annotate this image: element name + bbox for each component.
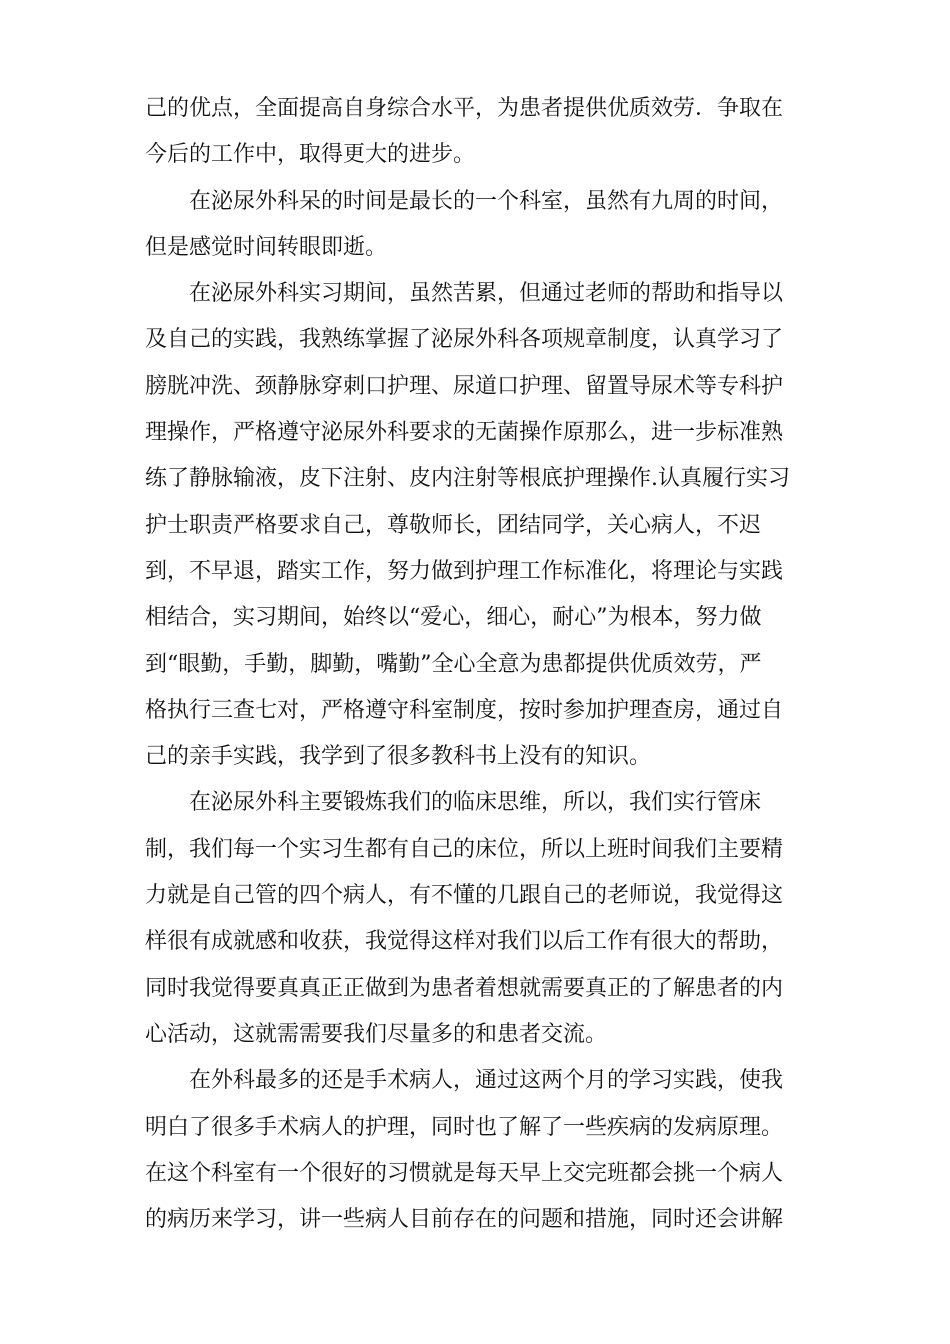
text-line: 及自己的实践，我熟练掌握了泌尿外科各项规章制度，认真学习了 [145,327,784,353]
text-line: 的病历来学习，讲一些病人目前存在的问题和措施，同时还会讲解 [145,1207,784,1233]
text-line: 到“眼勤，手勤，脚勤，嘴勤”全心全意为患都提供优质效劳，严 [145,651,762,677]
text-line: 心活动，这就需需要我们尽量多的和患者交流。 [145,1021,608,1047]
text-line: 明白了很多手术病人的护理，同时也了解了一些疾病的发病原理。 [145,1114,784,1140]
paragraph-start-line: 在泌尿外科呆的时间是最长的一个科室，虽然有九周的时间， [189,188,784,214]
text-line: 护士职责严格要求自己，尊敬师长，团结同学，关心病人，不迟 [145,512,762,538]
text-line: 今后的工作中，取得更大的进步。 [145,142,476,168]
paragraph-start-line: 在泌尿外科主要锻炼我们的临床思维，所以，我们实行管床 [189,790,762,816]
text-line: 制，我们每一个实习生都有自己的床位，所以上班时间我们主要精 [145,836,784,862]
text-line: 己的亲手实践，我学到了很多教科书上没有的知识。 [145,744,652,770]
paragraph-start-line: 在外科最多的还是手术病人，通过这两个月的学习实践，使我 [189,1068,784,1094]
text-line: 样很有成就感和收获，我觉得这样对我们以后工作有很大的帮助， [145,929,784,955]
text-line: 但是感觉时间转眼即逝。 [145,234,388,260]
text-line: 力就是自己管的四个病人，有不懂的几跟自己的老师说，我觉得这 [145,883,784,909]
text-line: 膀胱冲洗、颈静脉穿刺口护理、尿道口护理、留置导尿术等专科护 [145,373,784,399]
text-line: 理操作，严格遵守泌尿外科要求的无菌操作原那么，进一步标准熟 [145,420,784,446]
text-line: 格执行三查七对，严格遵守科室制度，按时参加护理查房，通过自 [145,697,784,723]
text-line: 相结合，实习期间，始终以“爱心，细心，耐心”为根本，努力做 [145,605,762,631]
text-line: 在这个科室有一个很好的习惯就是每天早上交完班都会挑一个病人 [145,1160,784,1186]
text-line: 同时我觉得要真真正正做到为患者着想就需要真正的了解患者的内 [145,975,784,1001]
text-line: 练了静脉输液，皮下注射、皮内注射等根底护理操作.认真履行实习 [145,466,790,492]
text-line: 己的优点，全面提高自身综合水平，为患者提供优质效劳．争取在 [145,96,784,121]
text-line: 到，不早退，踏实工作，努力做到护理工作标准化，将理论与实践 [145,558,784,584]
paragraph-start-line: 在泌尿外科实习期间，虽然苦累，但通过老师的帮助和指导以 [189,281,784,307]
document-body [145,86,805,1243]
